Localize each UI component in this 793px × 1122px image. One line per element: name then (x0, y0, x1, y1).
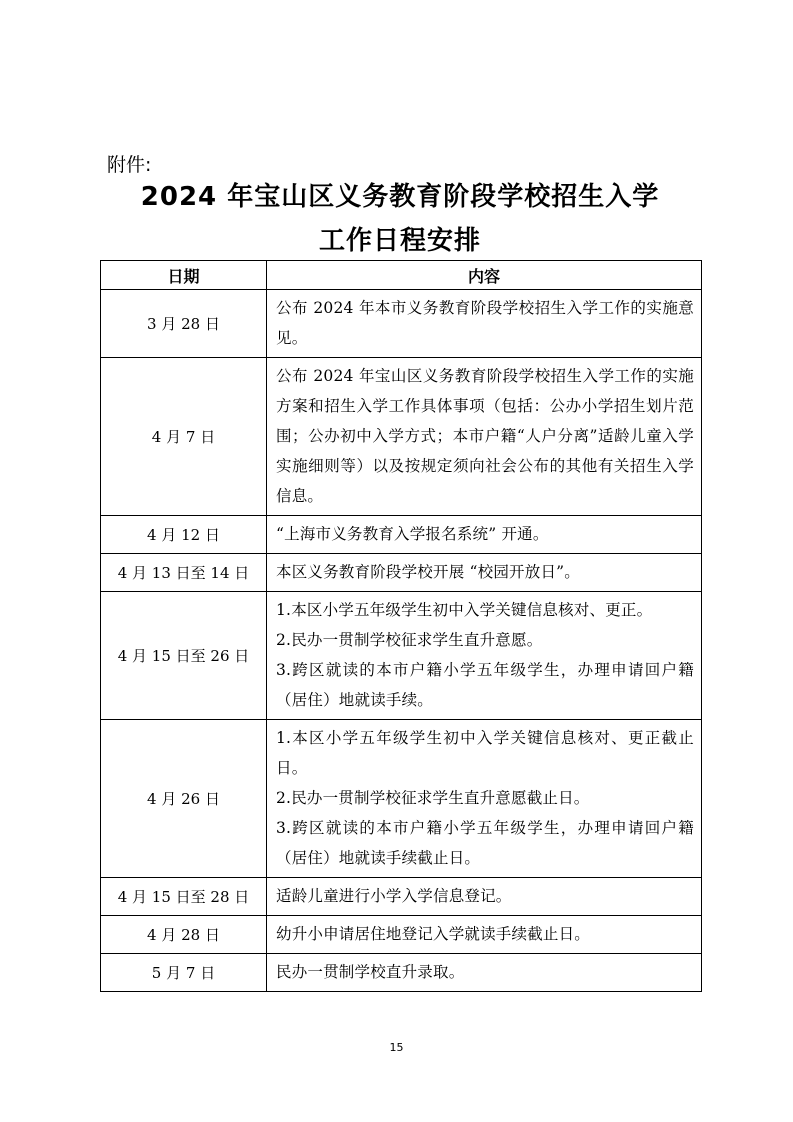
row-date: 4 月 13 日至 14 日 (101, 554, 267, 592)
table-row (101, 916, 702, 954)
content-line: 公布 2024 年宝山区义务教育阶段学校招生入学工作的实施方案和招生入学工作具体事项（包括：公办小学招生划片范围；公办初中入学方式；本市户籍“人户分离”适龄儿童入学实施细则等）以及按规定须向社会公布的其他有关招生入学信息。 (276, 367, 694, 505)
header-date: 日期 (101, 261, 267, 290)
row-date: 5 月 7 日 (101, 954, 267, 992)
row-content (267, 878, 702, 916)
row-content (267, 720, 702, 878)
table-row (101, 358, 702, 516)
content-line: 2.民办一贯制学校征求学生直升意愿截止日。 (276, 789, 590, 807)
row-content (267, 516, 702, 554)
row-date: 4 月 7 日 (101, 358, 267, 516)
row-date: 4 月 26 日 (101, 720, 267, 878)
content-line: 适龄儿童进行小学入学信息登记。 (276, 887, 512, 905)
content-line: 本区义务教育阶段学校开展 “校园开放日”。 (276, 563, 580, 581)
row-date: 4 月 12 日 (101, 516, 267, 554)
row-content (267, 592, 702, 720)
row-date: 4 月 28 日 (101, 916, 267, 954)
row-content (267, 290, 702, 358)
table-row (101, 554, 702, 592)
attachment-label: 附件: (107, 154, 152, 176)
content-line: 公布 2024 年本市义务教育阶段学校招生入学工作的实施意见。 (276, 299, 694, 347)
content-line: 3.跨区就读的本市户籍小学五年级学生，办理申请回户籍（居住）地就读手续。 (276, 661, 694, 709)
table-row (101, 954, 702, 992)
row-content (267, 916, 702, 954)
content-line: 3.跨区就读的本市户籍小学五年级学生，办理申请回户籍（居住）地就读手续截止日。 (276, 819, 694, 867)
document-title-line-2: 工作日程安排 (318, 226, 481, 256)
row-date: 4 月 15 日至 28 日 (101, 878, 267, 916)
table-row (101, 720, 702, 878)
content-line: 2.民办一贯制学校征求学生直升意愿。 (276, 631, 543, 649)
content-line: “上海市义务教育入学报名系统” 开通。 (276, 525, 549, 543)
content-line: 1.本区小学五年级学生初中入学关键信息核对、更正截止日。 (276, 729, 694, 777)
page-number: 15 (389, 1041, 404, 1054)
content-line: 民办一贯制学校直升录取。 (276, 963, 465, 981)
table-row (101, 878, 702, 916)
row-content (267, 358, 702, 516)
table-row (101, 516, 702, 554)
content-line: 幼升小申请居住地登记入学就读手续截止日。 (276, 925, 591, 943)
row-date: 3 月 28 日 (101, 290, 267, 358)
table-row (101, 592, 702, 720)
table-row (101, 290, 702, 358)
row-content (267, 554, 702, 592)
row-date: 4 月 15 日至 26 日 (101, 592, 267, 720)
header-content: 内容 (267, 261, 702, 290)
schedule-table (100, 260, 702, 992)
table-header-row (101, 261, 702, 290)
row-content (267, 954, 702, 992)
document-title-line-1: 2024 年宝山区义务教育阶段学校招生入学 (140, 182, 660, 212)
content-line: 1.本区小学五年级学生初中入学关键信息核对、更正。 (276, 601, 653, 619)
